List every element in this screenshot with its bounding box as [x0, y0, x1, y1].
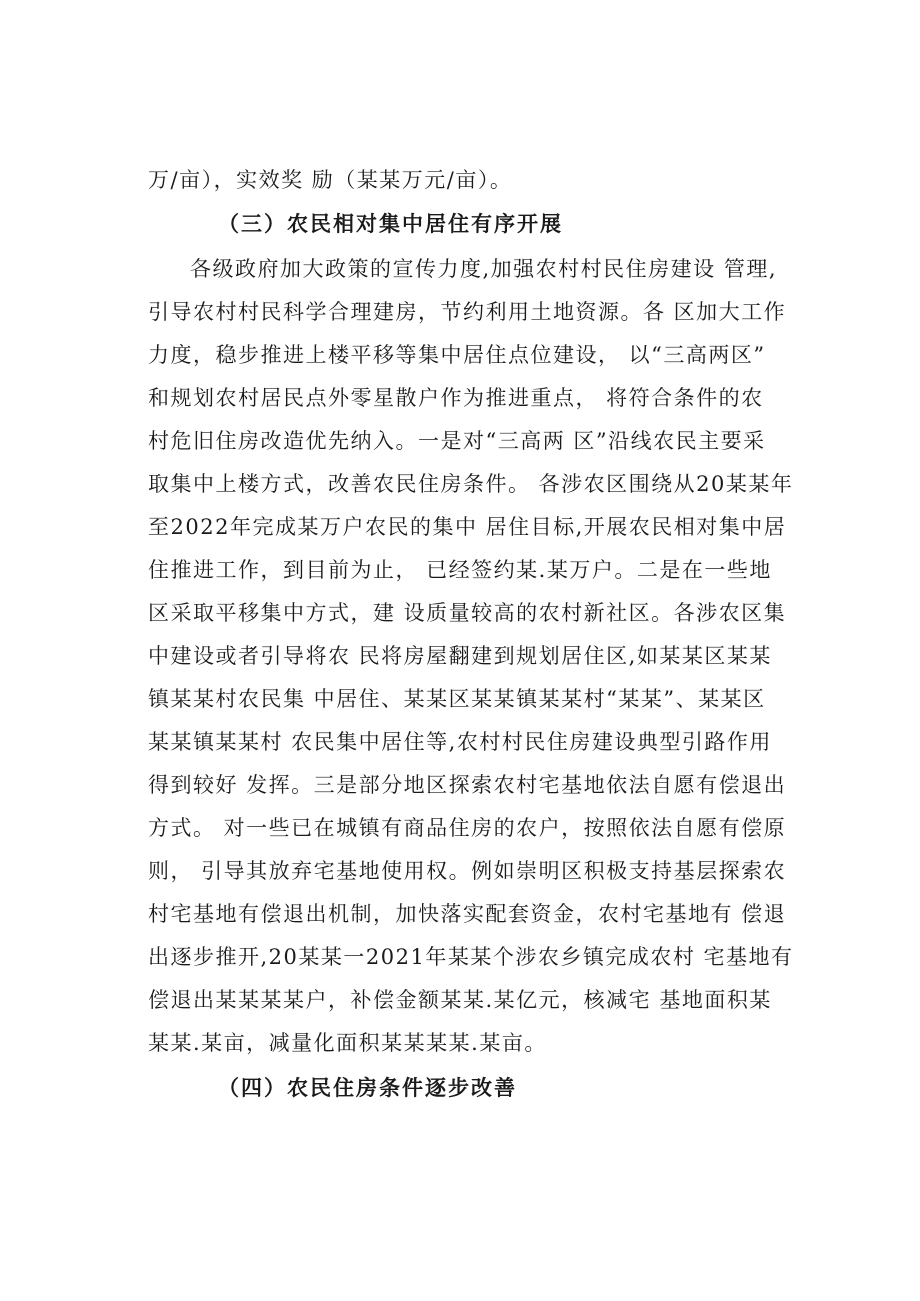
- text-line-15: 方式。 对一些已在城镇有商品住房的农户，按照依法自愿有偿原: [148, 816, 787, 840]
- section-heading-4: （四）农民住房条件逐步改善: [218, 1075, 517, 1100]
- text-line-10: 区采取平移集中方式，建 设质量较高的农村新社区。各涉农区集: [148, 601, 787, 625]
- text-line-4: 力度，稳步推进上楼平移等集中居住点位建设， 以“三高两区”: [148, 343, 766, 367]
- text-line-19: 偿退出某某某某户，补偿金额某某.某亿元，核减宅 基地面积某: [148, 988, 772, 1012]
- text-line-8: 至2022年完成某万户农民的集中 居住目标,开展农民相对集中居: [148, 515, 787, 539]
- text-line-7: 取集中上楼方式，改善农民住房条件。 各涉农区围绕从20某某年: [148, 472, 794, 496]
- text-line-17: 村宅基地有偿退出机制，加快落实配套资金，农村宅基地有 偿退: [148, 902, 787, 926]
- text-line-18: 出逐步推开,20某某一2021年某某个涉农乡镇完成农村 宅基地有: [148, 945, 794, 969]
- text-line-11: 中建设或者引导将农 民将房屋翻建到规划居住区,如某某区某某: [148, 644, 772, 668]
- text-line-16: 则， 引导其放弃宅基地使用权。例如崇明区积极支持基层探索农: [148, 859, 787, 883]
- text-line-13: 某某镇某某村 农民集中居住等,农村村民住房建设典型引路作用: [148, 730, 772, 754]
- text-line-3: 引导农村村民科学合理建房，节约利用土地资源。各 区加大工作: [148, 300, 787, 324]
- text-line-20: 某某.某亩，减量化面积某某某某.某亩。: [148, 1031, 547, 1055]
- section-heading-3: （三）农民相对集中居住有序开展: [218, 211, 563, 236]
- text-line-5: 和规划农村居民点外零星散户作为推进重点， 将符合条件的农: [148, 386, 764, 410]
- text-line-2: 各级政府加大政策的宣传力度,加强农村村民住房建设 管理,: [190, 257, 778, 281]
- text-line-12: 镇某某村农民集 中居住、某某区某某镇某某村“某某”、某某区: [148, 687, 766, 711]
- text-line-1: 万/亩），实效奖 励（某某万元/亩）。: [148, 168, 513, 192]
- text-line-14: 得到较好 发挥。三是部分地区探索农村宅基地依法自愿有偿退出: [148, 773, 787, 797]
- text-line-9: 住推进工作，到目前为止， 已经签约某.某万户。二是在一些地: [148, 558, 772, 582]
- text-line-6: 村危旧住房改造优先纳入。一是对“三高两 区”沿线农民主要采: [148, 429, 766, 453]
